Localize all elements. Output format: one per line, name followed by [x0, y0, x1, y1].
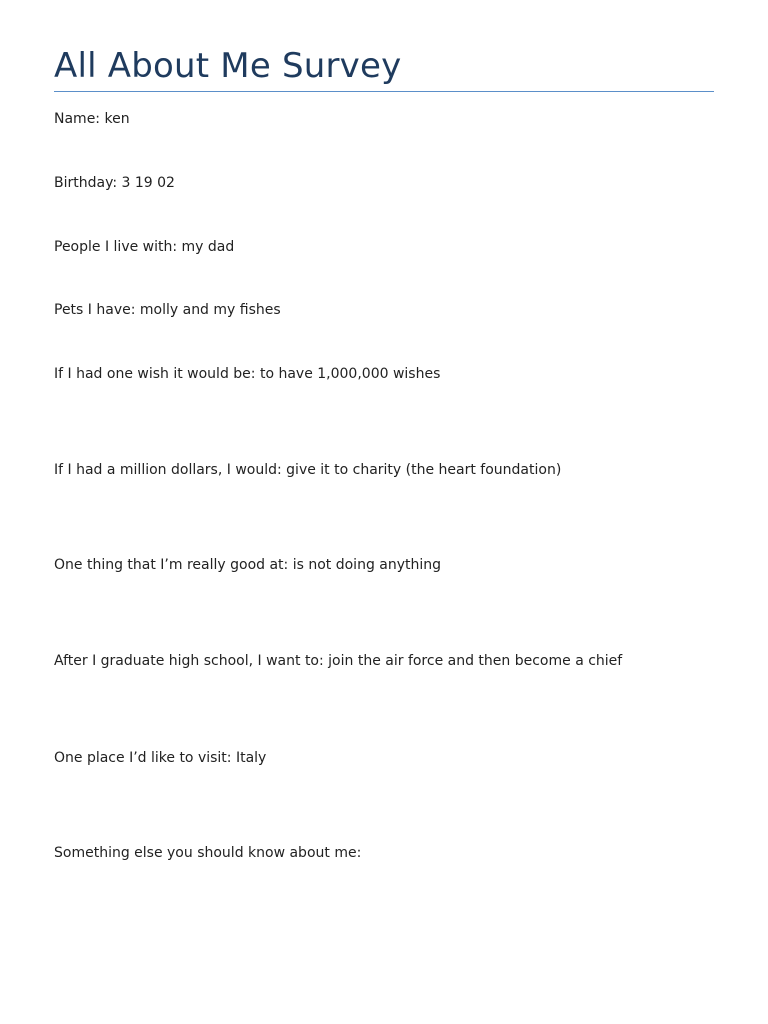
field-label: One place I’d like to visit: — [54, 750, 232, 766]
field-label: If I had a million dollars, I would: — [54, 462, 282, 478]
field-label: Pets I have: — [54, 302, 136, 318]
field-answer: molly and my fishes — [139, 302, 281, 318]
field-people-live-with — [54, 238, 234, 256]
field-label: After I graduate high school, I want to: — [54, 653, 324, 669]
field-label: One thing that I’m really good at: — [54, 557, 289, 573]
field-answer: to have 1,000,000 wishes — [259, 366, 441, 382]
field-pets — [54, 301, 281, 319]
field-answer: ken — [104, 111, 130, 127]
field-million-dollars — [54, 461, 561, 479]
page-title: All About Me Survey — [54, 46, 402, 86]
field-answer: give it to charity (the heart foundation) — [286, 462, 562, 478]
field-place-to-visit — [54, 749, 266, 767]
title-divider — [54, 91, 714, 92]
field-answer: 3 19 02 — [121, 175, 175, 191]
field-label: If I had one wish it would be: — [54, 366, 256, 382]
field-label: People I live with: — [54, 239, 178, 255]
field-name — [54, 110, 130, 128]
field-answer: Italy — [235, 750, 267, 766]
field-label: Birthday: — [54, 175, 118, 191]
field-label: Something else you should know about me: — [54, 845, 362, 861]
field-after-graduate — [54, 652, 622, 670]
field-one-wish — [54, 365, 440, 383]
field-label: Name: — [54, 111, 101, 127]
field-good-at — [54, 556, 441, 574]
field-something-else — [54, 844, 366, 862]
field-answer: my dad — [181, 239, 235, 255]
field-birthday — [54, 174, 175, 192]
field-answer: join the air force and then become a chief — [328, 653, 623, 669]
field-answer: is not doing anything — [292, 557, 442, 573]
